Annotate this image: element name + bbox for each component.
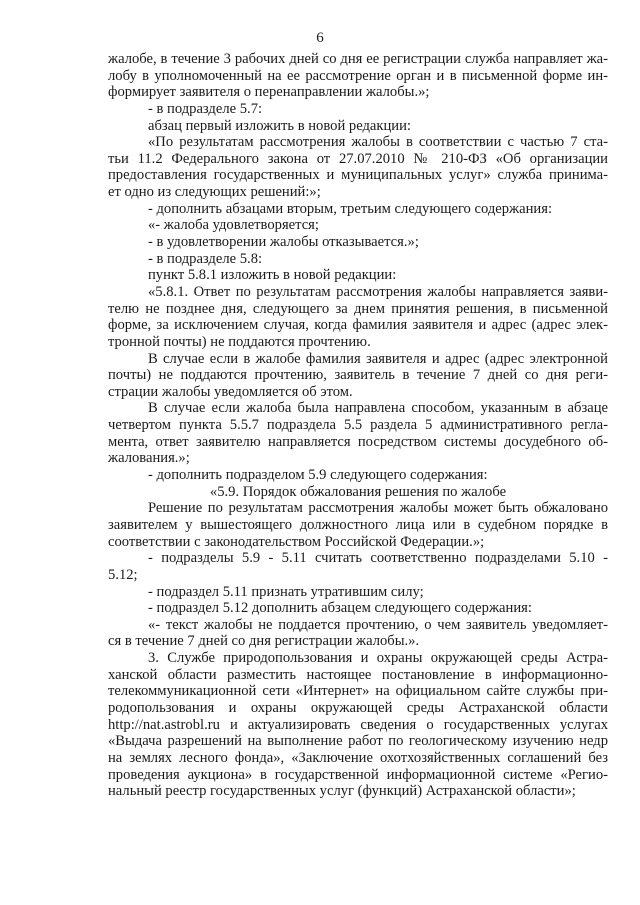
text-line: телекоммуникационной сети «Интернет» на официальном сайте службы при- [108,683,608,700]
text-line: «По результатам рассмотрения жалобы в соответствии с частью 7 ста- [148,134,608,151]
text-line: ет одно из следующих решений:»; [108,184,321,201]
text-line: - подраздел 5.11 признать утратившим силу; [148,583,424,600]
text-line: Решение по результатам рассмотрения жалобы может быть обжаловано [148,500,608,517]
document-body [108,51,608,800]
text-line: жалобе, в течение 3 рабочих дней со дня ее регистрации служба направляет жа- [108,51,608,67]
text-line: «Выдача разрешений на выполнение работ по геологическому изучению недр [108,733,608,750]
text-line: ся в течение 7 дней со дня регистрации жалобы.». [108,633,420,650]
text-line: «- жалоба удовлетворяется; [148,217,319,234]
text-line: - в подразделе 5.7: [148,100,263,117]
text-line: пункт 5.8.1 изложить в новой редакции: [148,267,397,284]
text-line: жалования.»; [108,450,190,467]
text-line: - дополнить подразделом 5.9 следующего содержания: [148,467,488,484]
text-line: проведения аукциона» в государственной информационной системе «Регио- [108,766,608,783]
text-line: предоставления государственных и муниципальных услуг» служба принима- [108,167,608,184]
text-line: тронной почты) не поддаются прочтению. [108,333,371,350]
text-line: «5.8.1. Ответ по результатам рассмотрения жалобы направляется заяви- [148,283,608,300]
text-line: «5.9. Порядок обжалования решения по жалобе [209,483,507,500]
text-line: четвертом пункта 5.5.7 подраздела 5.5 раздела 5 административного регла- [108,417,608,434]
text-line: http://nat.astrobl.ru и актуализировать сведения о государственных услугах [108,716,608,733]
text-line: 5.12; [108,566,138,583]
text-line: форме, за исключением случая, когда фамилия заявителя и адрес (адрес элек- [108,317,608,334]
text-line: почты) не поддаются прочтению, заявитель в течение 7 дней со дня реги- [108,367,608,384]
text-line: - подраздел 5.12 дополнить абзацем следующего содержания: [148,600,532,617]
text-line: родопользования и охраны окружающей среды Астраханской области [108,699,608,716]
text-line: В случае если жалоба была направлена способом, указанным в абзаце [148,400,608,417]
text-line: телю не позднее дня, следующего за днем принятия решения, в письменной [108,300,608,317]
text-line: на землях лесного фонда», «Заключение охотхозяйственных соглашений без [108,749,608,766]
text-line: В случае если в жалобе фамилия заявителя и адрес (адрес электронной [148,350,608,367]
text-line: нальный реестр государственных услуг (функций) Астраханской области»; [108,783,576,800]
text-line: ханской области разместить настоящее постановление в информационно- [108,666,608,683]
text-line: формирует заявителя о перенаправлении жалобы.»; [108,84,430,101]
text-line: абзац первый изложить в новой редакции: [148,117,411,134]
text-line: соответствии с законодательством Российской Федерации.»; [108,533,485,550]
text-line: тьи 11.2 Федерального закона от 27.07.2010 № 210-ФЗ «Об организации [108,150,608,167]
text-line: - в подразделе 5.8: [148,250,263,267]
text-line: лобу в уполномоченный на ее рассмотрение орган и в письменной форме ин- [108,67,608,84]
text-line: страции жалобы уведомляется об этом. [108,383,353,400]
text-line: «- текст жалобы не поддается прочтению, о чем заявитель уведомляет- [148,616,608,633]
text-line: - подразделы 5.9 - 5.11 считать соответственно подразделами 5.10 - [148,550,608,567]
text-line: мента, ответ заявителю направляется посредством системы досудебного об- [108,433,608,450]
text-line: 3. Службе природопользования и охраны окружающей среды Астра- [148,650,608,667]
page-number: 6 [316,30,324,46]
text-line: - в удовлетворении жалобы отказывается.»; [148,234,419,251]
text-line: заявителем у вышестоящего должностного лица или в судебном порядке в [108,516,608,533]
text-line: - дополнить абзацами вторым, третьим следующего содержания: [148,200,553,217]
